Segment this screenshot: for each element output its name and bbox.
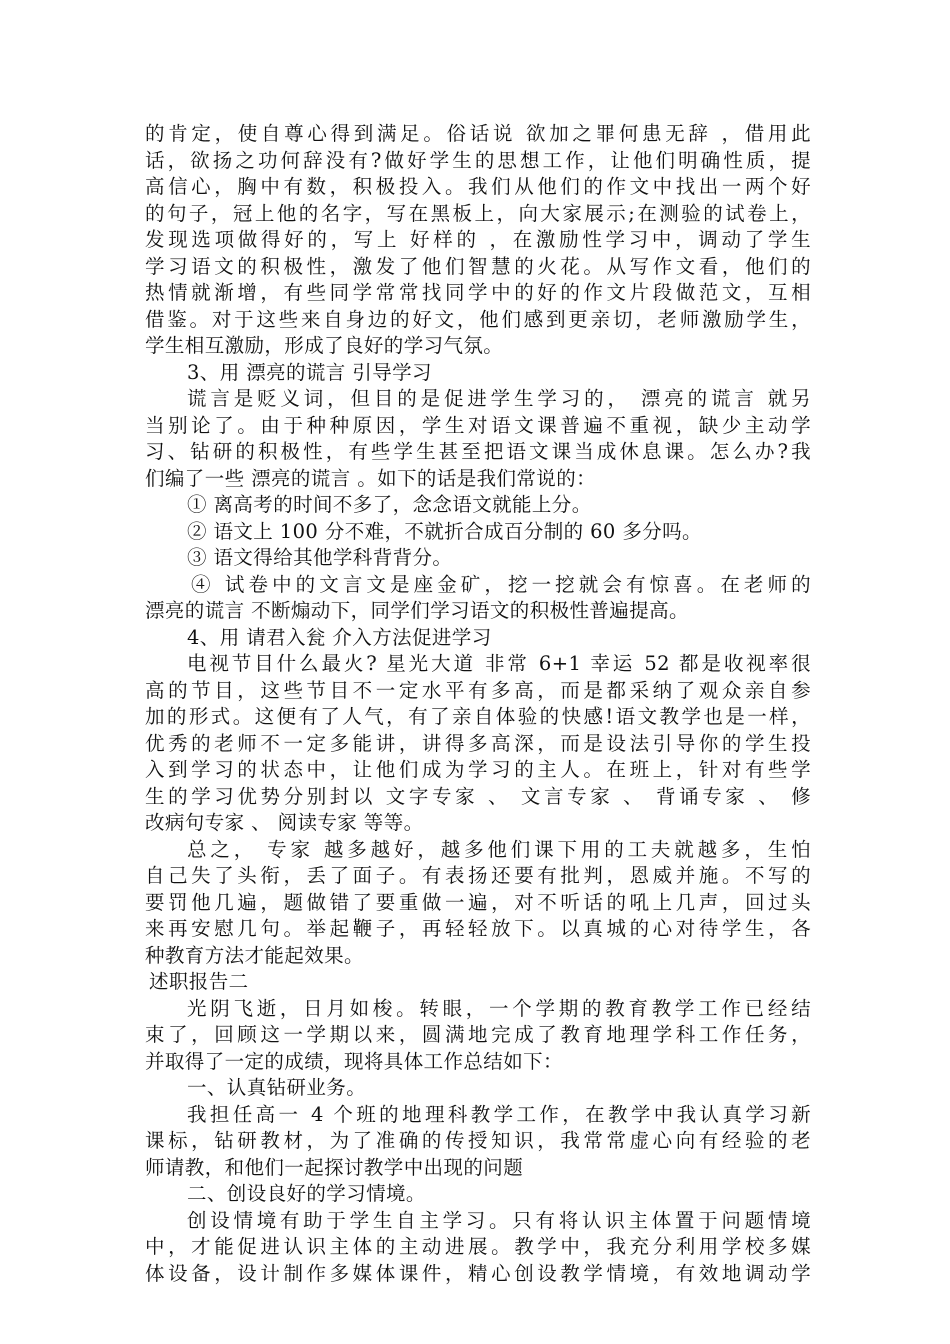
text-line: 热情就渐增，有些同学常常找同学中的好的作文片段做范文，互相 — [145, 281, 811, 304]
text-line: 要罚他几遍，题做错了要重做一遍，对不听话的吼上几声，回过头 — [145, 890, 811, 914]
text-line: 自己失了头衔，丢了面子。有表扬还要有批判，恩威并施。不写的 — [145, 864, 811, 887]
text-line: ① 离高考的时间不多了，念念语文就能上分。 — [187, 493, 592, 516]
text-line: 二、创设良好的学习情境。 — [187, 1182, 426, 1205]
text-line: 生的学习优势分别封以 文字专家 、 文言专家 、 背诵专家 、 修 — [145, 784, 811, 808]
text-line: 4、用 请君入瓮 介入方法促进学习 — [187, 625, 492, 649]
text-line: 借鉴。对于这些来自身边的好文，他们感到更亲切，老师激励学生， — [145, 307, 811, 331]
text-line: 中，才能促进认识主体的主动进展。教学中，我充分利用学校多媒 — [145, 1235, 811, 1258]
text-line: 光阴飞逝，日月如梭。转眼，一个学期的教育教学工作已经结 — [187, 996, 811, 1020]
document-body — [145, 121, 811, 1287]
text-line: 发现选项做得好的，写上 好样的 ，在激励性学习中，调动了学生 — [145, 228, 811, 251]
text-line: 加的形式。这便有了人气，有了亲自体验的快感!语文教学也是一样， — [145, 705, 811, 728]
text-line: 3、用 漂亮的谎言 引导学习 — [187, 360, 432, 384]
text-line: 创设情境有助于学生自主学习。只有将认识主体置于问题情境 — [187, 1208, 811, 1232]
text-line: 习、钻研的积极性，有些学生甚至把语文课当成休息课。怎么办?我 — [145, 440, 811, 463]
text-line: 总之， 专家 越多越好，越多他们课下用的工夫就越多，生怕 — [187, 837, 811, 861]
text-line: 谎言是贬义词，但目的是促进学生学习的， 漂亮的谎言 就另 — [187, 387, 811, 410]
text-line: 学生相互激励，形成了良好的学习气氛。 — [145, 334, 504, 357]
text-line: 师请教，和他们一起探讨教学中出现的问题 — [145, 1155, 524, 1179]
text-line: 的句子，冠上他的名字，写在黑板上，向大家展示;在测验的试卷上， — [145, 201, 811, 225]
text-line: 当别论了。由于种种原因，学生对语文课普遍不重视，缺少主动学 — [145, 413, 811, 437]
text-line: ④ 试卷中的文言文是座金矿，挖一挖就会有惊喜。在老师的 — [191, 572, 811, 596]
text-line: 来再安慰几句。举起鞭子，再轻轻放下。以真城的心对待学生，各 — [145, 917, 811, 940]
text-line: ② 语文上 100 分不难，不就折合成百分制的 60 多分吗。 — [187, 519, 702, 543]
text-line: 学习语文的积极性，激发了他们智慧的火花。从写作文看，他们的 — [145, 254, 811, 278]
text-line: 体设备，设计制作多媒体课件，精心创设教学情境，有效地调动学 — [145, 1261, 811, 1285]
text-line: 优秀的老师不一定多能讲，讲得多高深，而是设法引导你的学生投 — [145, 731, 811, 755]
text-line: 高的节目，这些节目不一定水平有多高，而是都采纳了观众亲自参 — [145, 678, 811, 702]
text-line: 课标，钻研教材，为了准确的传授知识，我常常虚心向有经验的老 — [145, 1129, 811, 1152]
text-line: 漂亮的谎言 不断煽动下，同学们学习语文的积极性普遍提高。 — [145, 599, 689, 622]
text-line: 们编了一些 漂亮的谎言 。如下的话是我们常说的： — [145, 466, 596, 490]
text-line: 改病句专家 、 阅读专家 等等。 — [145, 811, 424, 834]
text-line: 述职报告二 — [149, 970, 249, 993]
text-line: ③ 语文得给其他学科背背分。 — [187, 546, 453, 569]
text-line: 入到学习的状态中，让他们成为学习的主人。在班上，针对有些学 — [145, 758, 811, 781]
text-line: 一、认真钻研业务。 — [187, 1076, 367, 1099]
text-line: 我担任高一 4 个班的地理科教学工作，在教学中我认真学习新 — [187, 1102, 811, 1126]
text-line: 束了，回顾这一学期以来，圆满地完成了教育地理学科工作任务， — [145, 1023, 811, 1046]
text-line: 电视节目什么最火? 星光大道 非常 6+1 幸运 52 都是收视率很 — [187, 652, 811, 675]
text-line: 种教育方法才能起效果。 — [145, 943, 364, 967]
text-line: 话，欲扬之功何辞没有?做好学生的思想工作，让他们明确性质，提 — [145, 148, 811, 172]
text-line: 并取得了一定的成绩，现将具体工作总结如下： — [145, 1049, 563, 1073]
text-line: 高信心，胸中有数，积极投入。我们从他们的作文中找出一两个好 — [145, 175, 811, 198]
text-line: 的肯定，使自尊心得到满足。俗话说 欲加之罪何患无辞 ，借用此 — [145, 122, 811, 145]
